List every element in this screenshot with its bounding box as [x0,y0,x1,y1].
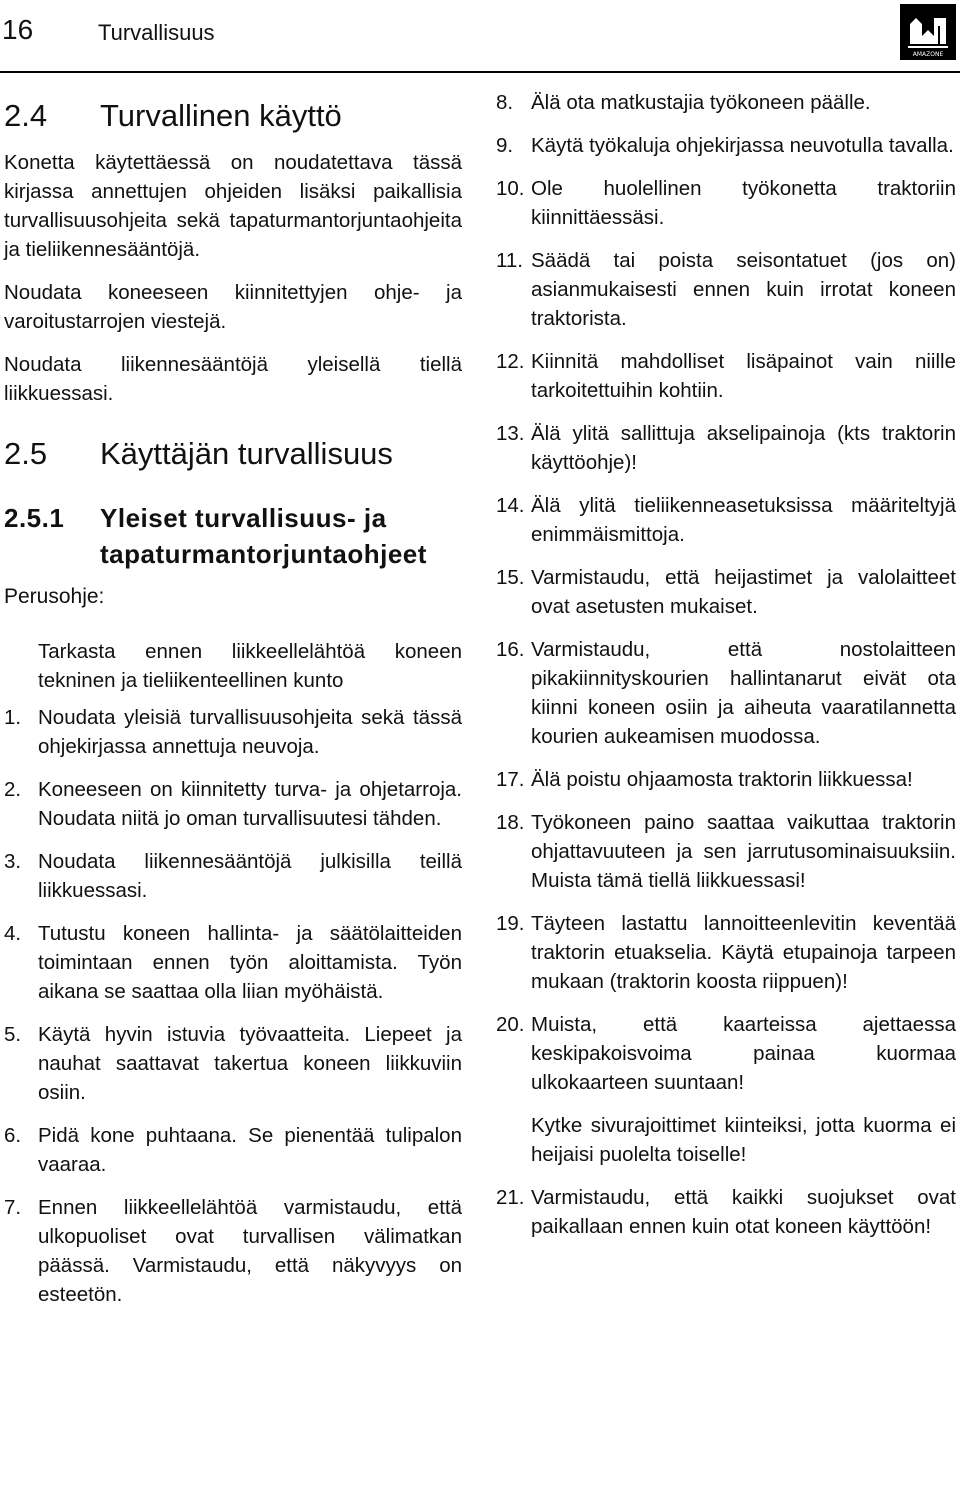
item-number: 4. [4,922,22,945]
item-text: Tutustu koneen hallinta- ja säätölaitteiden toimintaan ennen työn aloittamista. Työn aikana se saattaa olla liian myöhäistä. [38,922,462,1003]
list-item [496,347,956,405]
item-number: 6. [4,1124,22,1147]
item-number: 2. [4,778,22,801]
item-number: 8. [496,91,514,114]
rule-list [496,88,956,1241]
list-item [496,88,956,117]
item-text: Ennen liikkeellelähtöä varmistaudu, että ulkopuoliset ovat turvallisen välimatkan päässä. Varmistaudu, että näkyvyys on esteetön. [38,1196,462,1306]
list-item [496,246,956,333]
item-number: 14. [496,494,525,517]
item-number: 12. [496,350,525,373]
heading-title: Käyttäjän turvallisuus [100,436,393,471]
item-number: 11. [496,249,523,272]
item-number: 17. [496,768,525,791]
page-header [0,0,960,72]
item-text: Älä poistu ohjaamosta traktorin liikkuessa! [531,768,913,791]
amazone-logo [900,4,956,60]
item-number: 5. [4,1023,22,1046]
list-item [496,765,956,794]
item-number: 20. [496,1013,525,1036]
heading-title: Yleiset turvallisuus- ja tapaturmantorjuntaohjeet [100,503,427,569]
rule-list [4,703,462,1309]
list-item [496,1183,956,1241]
list-item [4,919,462,1006]
header-rule [0,71,960,73]
basic-rule-text: Tarkasta ennen liikkeellelähtöä koneen tekninen ja tieliikenteellinen kunto [38,640,462,692]
heading-2-4 [4,98,462,134]
item-text: Pidä kone puhtaana. Se pienentää tulipalon vaaraa. [38,1124,462,1176]
list-item [496,131,956,160]
list-item [4,847,462,905]
basic-rule-label: Perusohje: [4,585,105,608]
list-item [4,703,462,761]
page-number: 16 [2,14,34,45]
item-text: Kytke sivurajoittimet kiinteiksi, jotta kuorma ei heijaisi puolelta toiselle! [531,1114,956,1166]
item-text: Varmistaudu, että heijastimet ja valolaitteet ovat asetusten mukaiset. [531,566,956,618]
list-item [496,491,956,549]
item-text: Ole huolellinen työkonetta traktoriin kiinnittäessäsi. [531,177,956,229]
item-text: Noudata yleisiä turvallisuusohjeita sekä tässä ohjekirjassa annettuja neuvoja. [38,706,462,758]
list-item [4,1121,462,1179]
heading-title: Turvallinen käyttö [100,98,342,133]
item-number: 21. [496,1186,525,1209]
item-number: 1. [4,706,22,729]
item-number: 19. [496,912,525,935]
list-item [496,909,956,996]
right-column [496,88,956,1241]
item-number: 7. [4,1196,22,1219]
item-number [496,1111,531,1169]
list-item [496,635,956,751]
list-item [496,174,956,232]
section-title: Turvallisuus [98,20,215,45]
left-column [4,88,462,1309]
item-text: Käytä työkaluja ohjekirjassa neuvotulla tavalla. [531,134,954,157]
item-text: Noudata liikennesääntöjä julkisilla teillä liikkuessasi. [38,850,462,902]
item-text: Älä ota matkustajia työkoneen päälle. [531,91,871,114]
item-text: Varmistaudu, että nostolaitteen pikakiinnityskourien hallintanarut eivät ota kiinni koneen osiin ja aiheuta vaaratilannetta kourien aukeamisen muodossa. [531,638,956,748]
list-item [4,775,462,833]
item-text: Koneeseen on kiinnitetty turva- ja ohjetarroja. Noudata niitä jo oman turvallisuutesi tähden. [38,778,462,830]
item-text: Muista, että kaarteissa ajettaessa keskipakoisvoima painaa kuormaa ulkokaarteen suuntaan! [531,1013,956,1094]
item-text: Kiinnitä mahdolliset lisäpainot vain niille tarkoitettuihin kohtiin. [531,350,956,402]
item-text: Varmistaudu, että kaikki suojukset ovat paikallaan ennen kuin otat koneen käyttöön! [531,1186,956,1238]
item-text: Käytä hyvin istuvia työvaatteita. Liepeet ja nauhat saattavat takertua koneen liikkuviin osiin. [38,1023,462,1104]
item-number: 3. [4,850,22,873]
item-number: 18. [496,811,525,834]
list-item [496,563,956,621]
logo-text: AMAZONE [912,51,944,58]
item-number: 9. [496,134,514,157]
heading-2-5-1 [4,500,462,572]
heading-number: 2.5 [4,436,48,471]
heading-number: 2.4 [4,98,48,133]
intro-paragraph: Konetta käytettäessä on noudatettava tässä kirjassa annettujen ohjeiden lisäksi paikallisia turvallisuusohjeita sekä tapaturmantorjuntaohjeita ja tieliikennesääntöjä. [4,151,462,261]
list-item [4,1193,462,1309]
item-text: Säädä tai poista seisontatuet (jos on) asianmukaisesti ennen kuin irrotat koneen traktorista. [531,249,956,330]
heading-number: 2.5.1 [4,503,65,533]
list-item [496,1111,956,1169]
list-item [496,808,956,895]
item-text: Täyteen lastattu lannoitteenlevitin keventää traktorin etuakselia. Käytä etupainoja tarpeen mukaan (traktorin koosta riippuen)! [531,912,956,993]
item-text: Älä ylitä sallittuja akselipainoja (kts traktorin käyttöohje)! [531,422,956,474]
list-item [4,1020,462,1107]
item-text: Työkoneen paino saattaa vaikuttaa traktorin ohjattavuuteen ja sen jarrutusominaisuuksiin. Muista tämä tiellä liikkuessasi! [531,811,956,892]
item-text: Älä ylitä tieliikenneasetuksissa määriteltyjä enimmäismittoja. [531,494,956,546]
intro-paragraph: Noudata koneeseen kiinnitettyjen ohje- ja varoitustarrojen viestejä. [4,281,462,333]
list-item [496,419,956,477]
item-number: 13. [496,422,525,445]
list-item [496,1010,956,1097]
intro-paragraph: Noudata liikennesääntöjä yleisellä tiellä liikkuessasi. [4,353,462,405]
heading-2-5 [4,436,462,472]
item-number: 15. [496,566,525,589]
item-number: 16. [496,638,525,661]
item-number: 10. [496,177,525,200]
